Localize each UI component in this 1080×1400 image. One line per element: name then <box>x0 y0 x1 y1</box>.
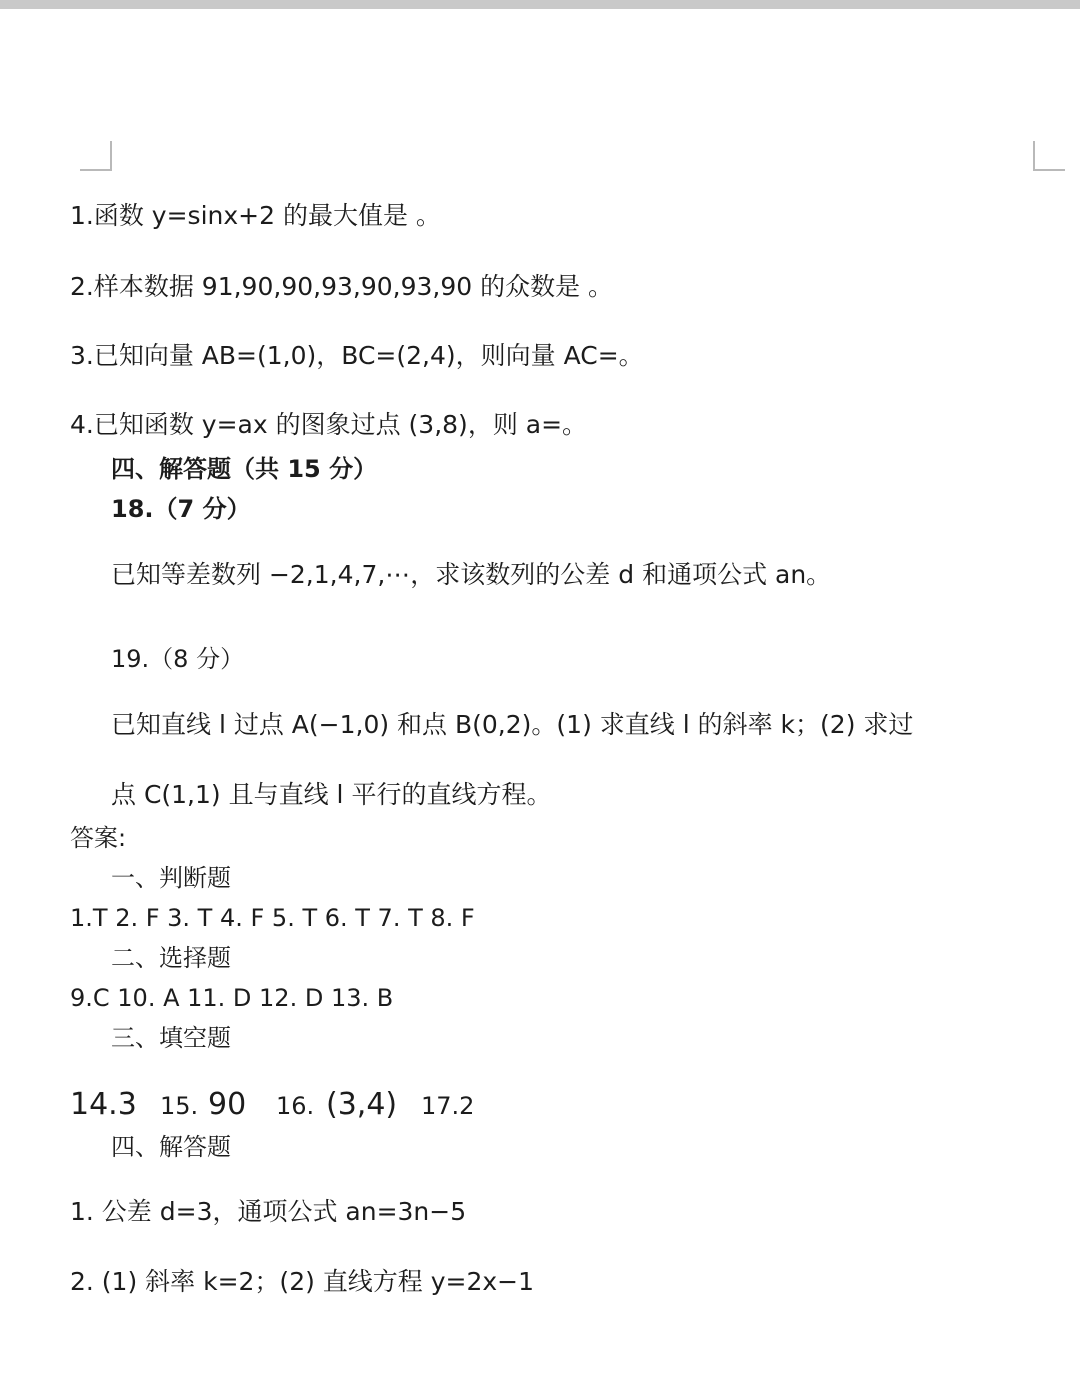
answer-17: 17.2 <box>421 1092 475 1120</box>
answers-part-4-line-1: 1. 公差 d=3，通项公式 an=3n−5 <box>70 1197 467 1226</box>
answer-16-label: 16. <box>276 1092 315 1120</box>
question-4: 4.已知函数 y=ax 的图象过点 (3,8)，则 a=。 <box>70 410 588 439</box>
question-19-text-line-1: 已知直线 l 过点 A(−1,0) 和点 B(0,2)。(1) 求直线 l 的斜率 k；(2) 求过 <box>111 710 914 739</box>
answers-part-4-title: 四、解答题 <box>111 1133 231 1161</box>
answers-part-1-line: 1.T 2. F 3. T 4. F 5. T 6. T 7. T 8. F <box>70 904 475 932</box>
answers-part-2-line: 9.C 10. A 11. D 12. D 13. B <box>70 984 394 1012</box>
answers-part-1-title: 一、判断题 <box>111 864 231 892</box>
section-4-title: 四、解答题（共 15 分） <box>111 455 378 483</box>
question-18-header: 18.（7 分） <box>111 495 251 523</box>
question-19-header: 19.（8 分） <box>111 645 245 673</box>
answer-16-value: (3,4) <box>326 1087 398 1122</box>
question-3: 3.已知向量 AB=(1,0)，BC=(2,4)，则向量 AC=。 <box>70 341 644 370</box>
answers-part-2-title: 二、选择题 <box>111 944 231 972</box>
answer-15-value: 90 <box>208 1087 247 1122</box>
question-2: 2.样本数据 91,90,90,93,90,93,90 的众数是 。 <box>70 272 614 301</box>
answers-part-4-line-2: 2. (1) 斜率 k=2；(2) 直线方程 y=2x−1 <box>70 1267 535 1296</box>
question-1: 1.函数 y=sinx+2 的最大值是 。 <box>70 201 441 230</box>
question-19-text-line-2: 点 C(1,1) 且与直线 l 平行的直线方程。 <box>111 780 552 809</box>
answers-title: 答案: <box>70 824 127 852</box>
page-corner-mark-right <box>1033 141 1065 171</box>
answer-15-label: 15. <box>160 1092 199 1120</box>
answers-part-3-title: 三、填空题 <box>111 1024 231 1052</box>
question-18-text: 已知等差数列 −2,1,4,7,⋯，求该数列的公差 d 和通项公式 an。 <box>111 560 832 589</box>
window-top-bar <box>0 0 1080 9</box>
answer-14: 14.3 <box>70 1087 137 1122</box>
page-corner-mark-left <box>80 141 112 171</box>
